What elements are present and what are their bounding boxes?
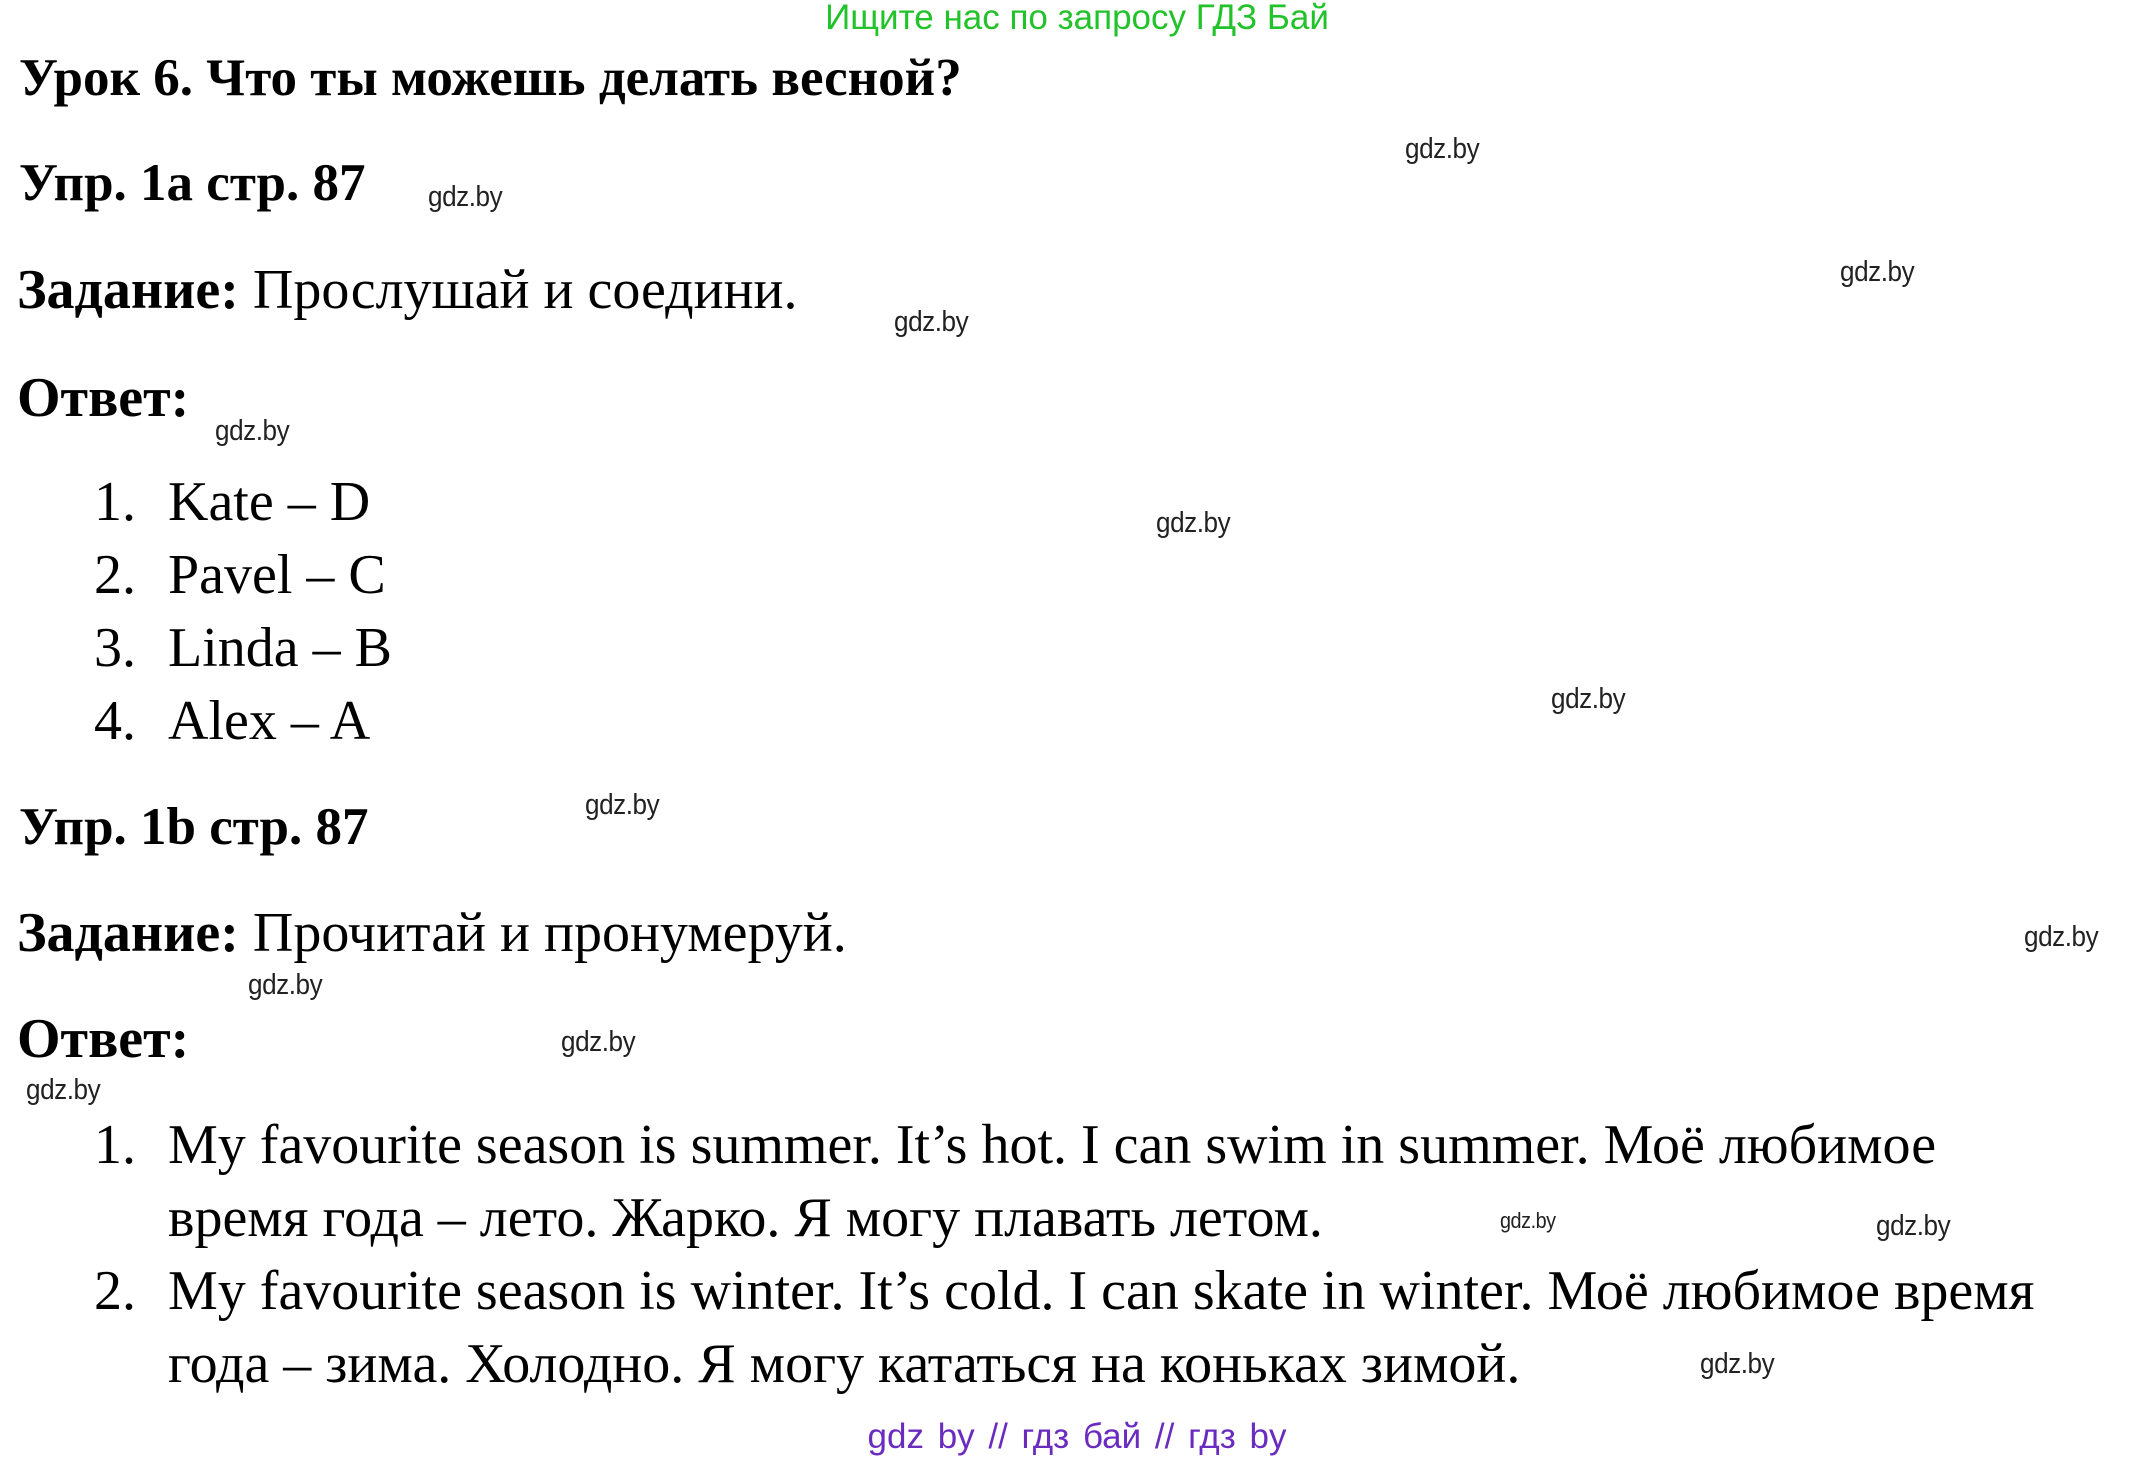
list-item-line: года – зима. Холодно. Я могу кататься на коньках зимой. [168,1333,1521,1395]
task-text: Прочитай и пронумеруй. [238,902,847,964]
exercise-1b-answer-label: Ответ: [17,1008,190,1070]
watermark: gdz.by [1551,683,1626,715]
list-item: Pavel – C [168,544,386,606]
watermark: gdz.by [1700,1348,1775,1380]
list-item: Linda – B [168,617,392,679]
list-item-number: 1. [94,471,136,533]
list-item: Kate – D [168,471,371,533]
watermark: gdz.by [215,415,290,447]
list-item-line: My favourite season is summer. It’s hot. I can swim in summer. Моё любимое [168,1114,1937,1176]
exercise-1b-task [17,901,847,965]
task-label: Задание: [17,902,239,964]
watermark: gdz.by [1876,1210,1951,1242]
watermark: gdz.by [428,181,503,213]
watermark: gdz.by [1405,133,1480,165]
watermark: gdz.by [2024,921,2099,953]
watermark: gdz.by [1500,1208,1556,1233]
watermark: gdz.by [1840,256,1915,288]
watermark: gdz.by [585,789,660,821]
exercise-1a-title: Упр. 1а стр. 87 [19,154,366,212]
list-item-number: 4. [94,690,136,752]
watermark: gdz.by [894,306,969,338]
list-item-line: My favourite season is winter. It’s cold. I can skate in winter. Моё любимое время [168,1260,2035,1322]
exercise-1b-title: Упр. 1b стр. 87 [19,798,369,856]
list-item: Alex – A [168,690,371,752]
search-banner[interactable]: Ищите нас по запросу ГДЗ Бай [825,0,1329,37]
list-item-number: 2. [94,1260,136,1322]
watermark: gdz.by [26,1074,101,1106]
list-item-number: 1. [94,1114,136,1176]
list-item-number: 2. [94,544,136,606]
watermark: gdz.by [1156,507,1231,539]
footer-links[interactable]: gdz by // гдз бай // гдз by [867,1417,1287,1456]
watermark: gdz.by [248,969,323,1001]
watermark: gdz.by [561,1026,636,1058]
task-label: Задание: [17,259,239,321]
exercise-1a-task [17,258,798,322]
list-item-line: время года – лето. Жарко. Я могу плавать летом. [168,1187,1323,1249]
task-text: Прослушай и соедини. [238,259,798,321]
list-item-number: 3. [94,617,136,679]
lesson-title: Урок 6. Что ты можешь делать весной? [19,49,962,107]
exercise-1a-answer-label: Ответ: [17,367,190,429]
